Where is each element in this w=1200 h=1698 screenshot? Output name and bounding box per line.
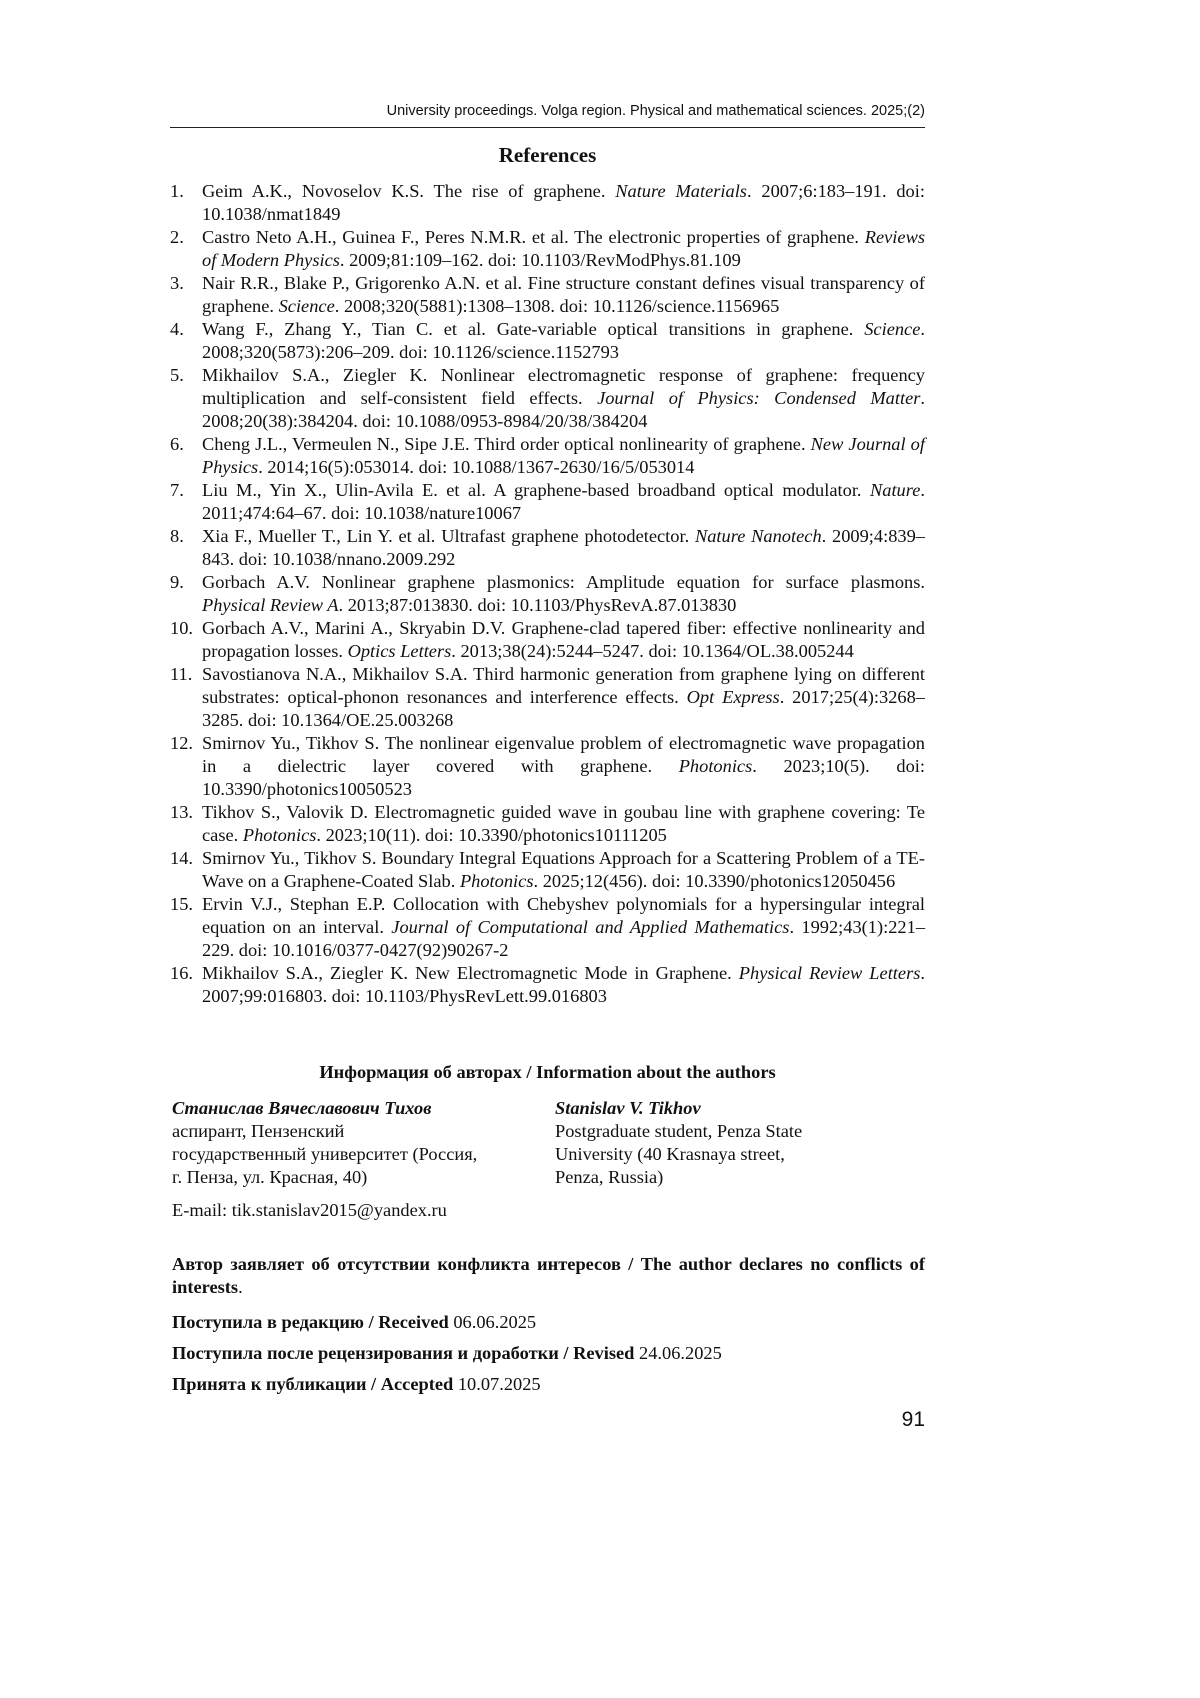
reference-text: Castro Neto A.H., Guinea F., Peres N.M.R. et al. The electronic properties of graphene.: [202, 227, 865, 247]
reference-item: [170, 732, 925, 801]
date-value: 24.06.2025: [639, 1343, 722, 1363]
reference-details: . 2025;12(456). doi: 10.3390/photonics12050456: [533, 871, 896, 891]
reference-details: . 2008;320(5881):1308–1308. doi: 10.1126/science.1156965: [334, 296, 780, 316]
reference-journal: Journal of Physics: Condensed Matter: [597, 388, 921, 408]
reference-journal: Photonics: [242, 825, 317, 845]
reference-item: [170, 226, 925, 272]
reference-number: 8.: [170, 526, 184, 546]
reference-item: [170, 318, 925, 364]
references-heading: References: [498, 143, 597, 167]
author-email: E-mail: tik.stanislav2015@yandex.ru: [172, 1200, 447, 1220]
reference-item: [170, 525, 925, 571]
reference-number: 3.: [170, 273, 184, 293]
reference-details: . 2009;81:109–162. doi: 10.1103/RevModPhys.81.109: [339, 250, 741, 270]
reference-text: Mikhailov S.A., Ziegler K. Nonlinear electromagnetic response of graphene: frequency multiplication and self-consistent field effects.: [202, 365, 925, 408]
reference-number: 4.: [170, 319, 184, 339]
author-name-ru: Станислав Вячеславович Тихов: [172, 1098, 432, 1118]
reference-text: Geim A.K., Novoselov K.S. The rise of graphene.: [202, 181, 616, 201]
reference-text: Liu M., Yin X., Ulin-Avila E. et al. A graphene-based broadband optical modulator.: [202, 480, 870, 500]
reference-number: 9.: [170, 572, 184, 592]
reference-details: . 2008;320(5873):206–209. doi: 10.1126/science.1152793: [202, 319, 925, 362]
reference-text: Nair R.R., Blake P., Grigorenko A.N. et al. Fine structure constant defines visual transparency of graphene.: [202, 273, 925, 316]
date-accepted: [172, 1374, 541, 1395]
author-line-ru: государственный университет (Россия,: [172, 1144, 478, 1164]
date-label: Поступила в редакцию / Received: [172, 1312, 449, 1332]
reference-item: [170, 272, 925, 318]
reference-number: 1.: [170, 181, 184, 201]
reference-number: 10.: [170, 618, 193, 638]
reference-journal: Science: [864, 319, 921, 339]
reference-text: Xia F., Mueller T., Lin Y. et al. Ultrafast graphene photodetector.: [202, 526, 695, 546]
reference-number: 7.: [170, 480, 184, 500]
reference-text: Savostianova N.A., Mikhailov S.A. Third harmonic generation from graphene lying on different substrates: optical-phonon resonances and interference effects.: [202, 664, 925, 707]
reference-journal: Physical Review Letters: [738, 963, 921, 983]
reference-number: 11.: [170, 664, 193, 684]
reference-number: 5.: [170, 365, 184, 385]
author-info-en: [555, 1097, 925, 1189]
reference-details: . 2013;87:013830. doi: 10.1103/PhysRevA.87.013830: [338, 595, 737, 615]
reference-text: Tikhov S., Valovik D. Electromagnetic guided wave in goubau line with graphene covering: Te case.: [202, 802, 925, 845]
date-label: Поступила после рецензирования и доработки / Revised: [172, 1343, 635, 1363]
reference-item: [170, 893, 925, 962]
reference-journal: Nature Nanotech: [694, 526, 822, 546]
reference-text: Cheng J.L., Vermeulen N., Sipe J.E. Third order optical nonlinearity of graphene.: [202, 434, 811, 454]
reference-journal: Opt Express: [686, 687, 780, 707]
reference-journal: Photonics: [459, 871, 534, 891]
reference-item: [170, 663, 925, 732]
reference-number: 12.: [170, 733, 193, 753]
reference-number: 14.: [170, 848, 193, 868]
date-received: [172, 1312, 536, 1333]
reference-item: [170, 364, 925, 433]
date-value: 10.07.2025: [457, 1374, 541, 1394]
reference-item: [170, 180, 925, 226]
author-name-en: Stanislav V. Tikhov: [555, 1098, 701, 1118]
reference-item: [170, 479, 925, 525]
reference-number: 13.: [170, 802, 193, 822]
reference-item: [170, 962, 925, 1008]
reference-details: . 2009;4:839–843. doi: 10.1038/nnano.2009.292: [202, 526, 925, 569]
reference-text: Ervin V.J., Stephan E.P. Collocation with Chebyshev polynomials for a hypersingular integral equation on an interval.: [202, 894, 925, 937]
reference-details: . 1992;43(1):221–229. doi: 10.1016/0377-0427(92)90267-2: [202, 917, 926, 960]
reference-details: . 2023;10(5). doi: 10.3390/photonics10050523: [202, 756, 925, 799]
reference-text: Gorbach A.V. Nonlinear graphene plasmonics: Amplitude equation for surface plasmons.: [202, 572, 925, 592]
header-rule: [170, 127, 925, 128]
reference-item: [170, 617, 925, 663]
reference-details: . 2014;16(5):053014. doi: 10.1088/1367-2630/16/5/053014: [258, 457, 695, 477]
reference-number: 2.: [170, 227, 184, 247]
reference-item: [170, 433, 925, 479]
page-number: 91: [901, 1408, 925, 1431]
reference-text: Wang F., Zhang Y., Tian C. et al. Gate-variable optical transitions in graphene.: [202, 319, 865, 339]
reference-number: 16.: [170, 963, 193, 983]
date-value: 06.06.2025: [453, 1312, 537, 1332]
reference-journal: Science: [278, 296, 335, 316]
reference-journal: Optics Letters: [347, 641, 452, 661]
declaration-tail: .: [238, 1277, 243, 1297]
reference-journal: Nature Materials: [615, 181, 747, 201]
reference-journal: Physical Review A: [202, 595, 339, 615]
reference-text: Smirnov Yu., Tikhov S. The nonlinear eigenvalue problem of electromagnetic wave propagation in a dielectric layer covered with graphene.: [202, 733, 925, 776]
reference-details: . 2023;10(11). doi: 10.3390/photonics10111205: [316, 825, 667, 845]
references-list: [170, 180, 925, 1008]
conflict-declaration: [172, 1253, 925, 1299]
author-line-en: Postgraduate student, Penza State: [555, 1121, 803, 1141]
reference-number: 6.: [170, 434, 184, 454]
reference-journal: Journal of Computational and Applied Mathematics: [391, 917, 790, 937]
author-info-ru: [172, 1097, 542, 1189]
reference-details: . 2008;20(38):384204. doi: 10.1088/0953-8984/20/38/384204: [202, 388, 925, 431]
reference-text: Smirnov Yu., Tikhov S. Boundary Integral Equations Approach for a Scattering Problem of a TE-Wave on a Graphene-Coated Slab.: [202, 848, 925, 891]
reference-item: [170, 801, 925, 847]
reference-number: 15.: [170, 894, 193, 914]
declaration-text: Автор заявляет об отсутствии конфликта интересов / The author declares no conflicts of interests: [172, 1254, 925, 1297]
reference-journal: Nature: [869, 480, 921, 500]
reference-details: . 2011;474:64–67. doi: 10.1038/nature10067: [202, 480, 925, 523]
reference-details: . 2017;25(4):3268–3285. doi: 10.1364/OE.25.003268: [202, 687, 925, 730]
reference-item: [170, 571, 925, 617]
reference-journal: New Journal of Physics: [202, 434, 925, 477]
author-line-en: University (40 Krasnaya street,: [555, 1144, 785, 1164]
reference-details: . 2013;38(24):5244–5247. doi: 10.1364/OL.38.005244: [451, 641, 854, 661]
author-line-ru: аспирант, Пензенский: [172, 1121, 345, 1141]
reference-details: . 2007;99:016803. doi: 10.1103/PhysRevLett.99.016803: [202, 963, 925, 1006]
author-line-ru: г. Пенза, ул. Красная, 40): [172, 1167, 368, 1187]
date-label: Принята к публикации / Accepted: [172, 1374, 454, 1394]
reference-details: . 2007;6:183–191. doi: 10.1038/nmat1849: [202, 181, 925, 224]
date-revised: [172, 1343, 722, 1364]
reference-journal: Reviews of Modern Physics: [202, 227, 925, 270]
reference-item: [170, 847, 925, 893]
reference-text: Gorbach A.V., Marini A., Skryabin D.V. Graphene-clad tapered fiber: effective nonlinearity and propagation losses.: [202, 618, 925, 661]
reference-text: Mikhailov S.A., Ziegler K. New Electromagnetic Mode in Graphene.: [202, 963, 739, 983]
running-header: University proceedings. Volga region. Physical and mathematical sciences. 2025;(2): [386, 103, 925, 119]
authors-heading: Информация об авторах / Information about the authors: [319, 1062, 776, 1082]
reference-journal: Photonics: [678, 756, 753, 776]
author-line-en: Penza, Russia): [555, 1167, 664, 1187]
